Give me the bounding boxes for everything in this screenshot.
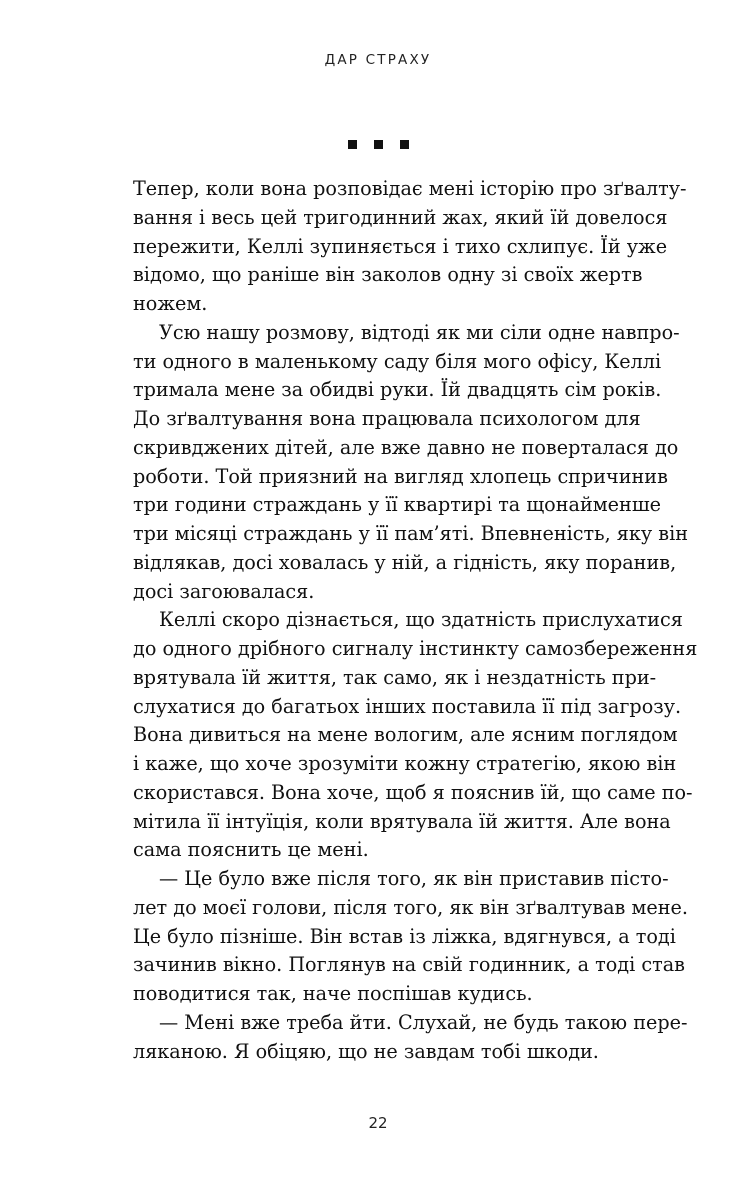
text-line: скривджених дітей, але вже давно не поверталася до xyxy=(133,435,679,459)
paragraph xyxy=(133,865,688,1009)
separator-dot xyxy=(400,140,409,149)
text-line: три години страждань у її квартирі та щонайменше xyxy=(133,493,662,517)
text-line: тримала мене за обидві руки. Їй двадцять сім років. xyxy=(133,378,662,402)
text-line: лет до моєї голови, після того, як він зґвалтував мене. xyxy=(133,895,688,919)
text-line: скористався. Вона хоче, щоб я пояснив їй, що саме по- xyxy=(133,780,693,804)
text-line: відлякав, досі ховалась у ній, а гідність, яку поранив, xyxy=(133,550,677,574)
paragraph xyxy=(133,319,688,607)
separator-dot xyxy=(374,140,383,149)
text-line: сама пояснить це мені. xyxy=(133,838,369,862)
text-line: слухатися до багатьох інших поставила її під загрозу. xyxy=(133,694,682,718)
text-line: і каже, що хоче зрозуміти кожну стратегію, якою він xyxy=(133,752,677,775)
text-line: Вона дивиться на мене вологим, але ясним поглядом xyxy=(133,723,678,747)
text-line: досі загоювалася. xyxy=(133,579,315,603)
text-line: Келлі скоро дізнається, що здатність прислухатися xyxy=(159,608,683,632)
page-number: 22 xyxy=(368,1114,388,1132)
text-line: врятувала їй життя, так само, як і нездатність при- xyxy=(133,665,657,689)
text-line: — Це було вже після того, як він приставив пісто- xyxy=(159,867,669,890)
text-line: мітила її інтуїція, коли врятувала їй життя. Але вона xyxy=(133,809,671,833)
text-line: роботи. Той приязний на вигляд хлопець спричинив xyxy=(133,464,668,488)
paragraph xyxy=(133,175,687,319)
text-line: вання і весь цей тригодинний жах, який їй довелося xyxy=(133,205,668,229)
section-separator-icon xyxy=(0,140,756,149)
text-line: Тепер, коли вона розповідає мені історію про зґвалту- xyxy=(133,177,687,200)
running-header: ДАР СТРАХУ xyxy=(324,52,432,68)
text-line: пережити, Келлі зупиняється і тихо схлипує. Їй уже xyxy=(133,234,668,258)
body-text xyxy=(133,175,698,1066)
text-line: ляканою. Я обіцяю, що не завдам тобі шкоди. xyxy=(133,1039,599,1063)
text-line: Усю нашу розмову, відтоді як ми сіли одне навпро- xyxy=(159,320,680,344)
text-line: ти одного в маленькому саду біля мого офісу, Келлі xyxy=(133,349,662,373)
text-line: три місяці страждань у її пам’яті. Впевненість, яку він xyxy=(133,522,688,545)
text-line: — Мені вже треба йти. Слухай, не будь такою пере- xyxy=(159,1010,688,1034)
text-line: до одного дрібного сигналу інстинкту самозбереження xyxy=(133,637,698,660)
paragraph xyxy=(133,1009,688,1067)
separator-dot xyxy=(348,140,357,149)
text-line: зачинив вікно. Поглянув на свій годинник, а тоді став xyxy=(133,953,685,977)
text-line: ножем. xyxy=(133,292,208,315)
text-line: Це було пізніше. Він встав із ліжка, вдягнувся, а тоді xyxy=(133,924,676,948)
text-line: відомо, що раніше він заколов одну зі своїх жертв xyxy=(133,263,643,287)
paragraph xyxy=(133,606,698,865)
text-line: До зґвалтування вона працювала психологом для xyxy=(133,407,641,430)
text-line: поводитися так, наче поспішав кудись. xyxy=(133,982,533,1005)
